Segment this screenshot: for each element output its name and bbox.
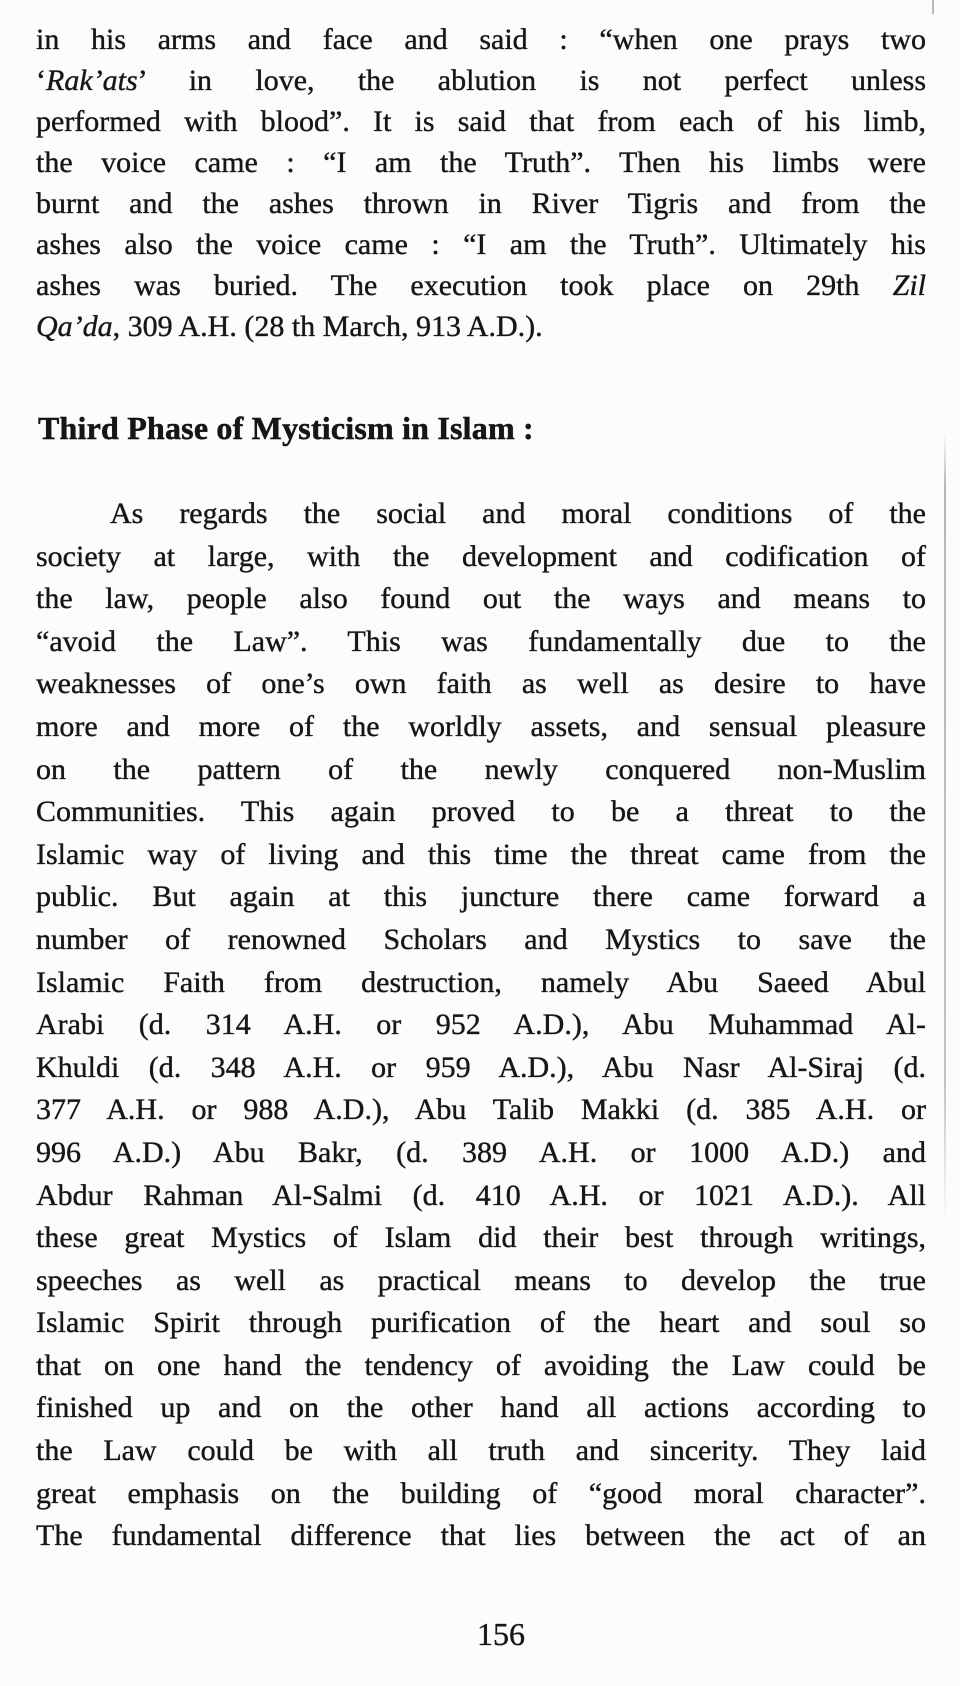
text-segment: Communities. This again proved to be a threat to the (36, 795, 926, 829)
text-line (36, 749, 926, 792)
text-segment: “avoid the Law”. This was fundamentally due to the (36, 624, 926, 658)
text-segment: 377 A.H. or 988 A.D.), Abu Talib Makki (d. 385 A.H. or (36, 1093, 926, 1127)
text-line (36, 578, 926, 621)
text-line (36, 1004, 926, 1047)
text-segment: on the pattern of the newly conquered non-Muslim (36, 752, 926, 786)
text-line (36, 1175, 926, 1218)
text-segment: great emphasis on the building of “good moral character”. (36, 1476, 926, 1510)
text-line (36, 19, 926, 60)
page-number: 156 (477, 1616, 525, 1652)
text-segment: The fundamental difference that lies between the act of an (36, 1519, 926, 1553)
text-segment: public. But again at this juncture there came forward a (36, 880, 926, 914)
text-segment: the law, people also found out the ways and means to (36, 582, 926, 616)
text-line (36, 1047, 926, 1090)
text-line (36, 919, 926, 962)
text-segment: Islamic way of living and this time the threat came from the (36, 837, 926, 871)
paragraph-continuation (36, 19, 926, 347)
text-line (36, 1515, 926, 1558)
text-line (36, 306, 926, 347)
text-line (36, 1089, 926, 1132)
text-segment: that on one hand the tendency of avoiding the Law could be (36, 1348, 926, 1382)
text-line (36, 834, 926, 877)
text-segment: the voice came : “I am the Truth”. Then his limbs were (36, 146, 926, 179)
text-segment: weaknesses of one’s own faith as well as desire to have (36, 667, 926, 701)
text-segment: the Law could be with all truth and sincerity. They laid (36, 1434, 926, 1468)
text-segment: ashes was buried. The execution took place on 29th (36, 269, 893, 302)
text-line (36, 493, 926, 536)
text-segment: , 309 A.H. (28 th March, 913 A.D.). (112, 310, 543, 343)
text-line (36, 663, 926, 706)
text-segment: As regards the social and moral conditions of the (110, 497, 926, 530)
text-segment: more and more of the worldly assets, and sensual pleasure (36, 709, 926, 743)
text-segment: Islamic Faith from destruction, namely Abu Saeed Abul (36, 965, 926, 999)
text-line (36, 1132, 926, 1175)
text-line (36, 1217, 926, 1260)
scan-artifact-tick (932, 0, 934, 14)
text-segment: society at large, with the development and codification of (36, 539, 926, 573)
text-line (36, 1345, 926, 1388)
text-line (36, 1302, 926, 1345)
text-segment: ashes also the voice came : “I am the Truth”. Ultimately his (36, 228, 926, 261)
text-segment: finished up and on the other hand all actions according to (36, 1391, 926, 1425)
text-segment: Khuldi (d. 348 A.H. or 959 A.D.), Abu Nasr Al-Siraj (d. (36, 1050, 926, 1084)
italic-text-segment: Zil (892, 269, 926, 302)
paragraph-third-phase (36, 493, 926, 1558)
text-line (36, 60, 926, 101)
text-line (36, 791, 926, 834)
text-line (36, 142, 926, 183)
text-line (36, 265, 926, 306)
section-heading: Third Phase of Mysticism in Islam : (38, 410, 534, 446)
text-line (36, 876, 926, 919)
text-segment: Islamic Spirit through purification of the heart and soul so (36, 1306, 926, 1340)
italic-text-segment: Qa’da (36, 310, 113, 343)
text-line (36, 1260, 926, 1303)
text-line (36, 1430, 926, 1473)
text-line (36, 706, 926, 749)
text-segment: in his arms and face and said : “when one prays two (36, 23, 926, 56)
text-segment: speeches as well as practical means to develop the true (36, 1263, 926, 1297)
text-line (36, 621, 926, 664)
italic-text-segment: Rak’ats (46, 64, 138, 97)
text-line (36, 1387, 926, 1430)
text-segment: number of renowned Scholars and Mystics to save the (36, 922, 926, 956)
text-segment: ’ in love, the ablution is not perfect unless (137, 64, 926, 97)
text-segment: these great Mystics of Islam did their best through writings, (36, 1221, 926, 1255)
text-segment: Abdur Rahman Al-Salmi (d. 410 A.H. or 1021 A.D.). All (36, 1178, 926, 1212)
text-segment: burnt and the ashes thrown in River Tigris and from the (36, 187, 926, 220)
text-line (36, 1473, 926, 1516)
text-line (36, 183, 926, 224)
text-segment: Arabi (d. 314 A.H. or 952 A.D.), Abu Muhammad Al- (36, 1008, 926, 1042)
text-segment: 996 A.D.) Abu Bakr, (d. 389 A.H. or 1000 A.D.) and (36, 1135, 926, 1169)
text-line (36, 101, 926, 142)
scan-artifact-line (944, 432, 946, 1224)
text-line (36, 224, 926, 265)
text-segment: ‘ (36, 64, 46, 97)
text-line (36, 536, 926, 579)
text-line (36, 962, 926, 1005)
text-segment: performed with blood”. It is said that from each of his limb, (36, 105, 926, 138)
